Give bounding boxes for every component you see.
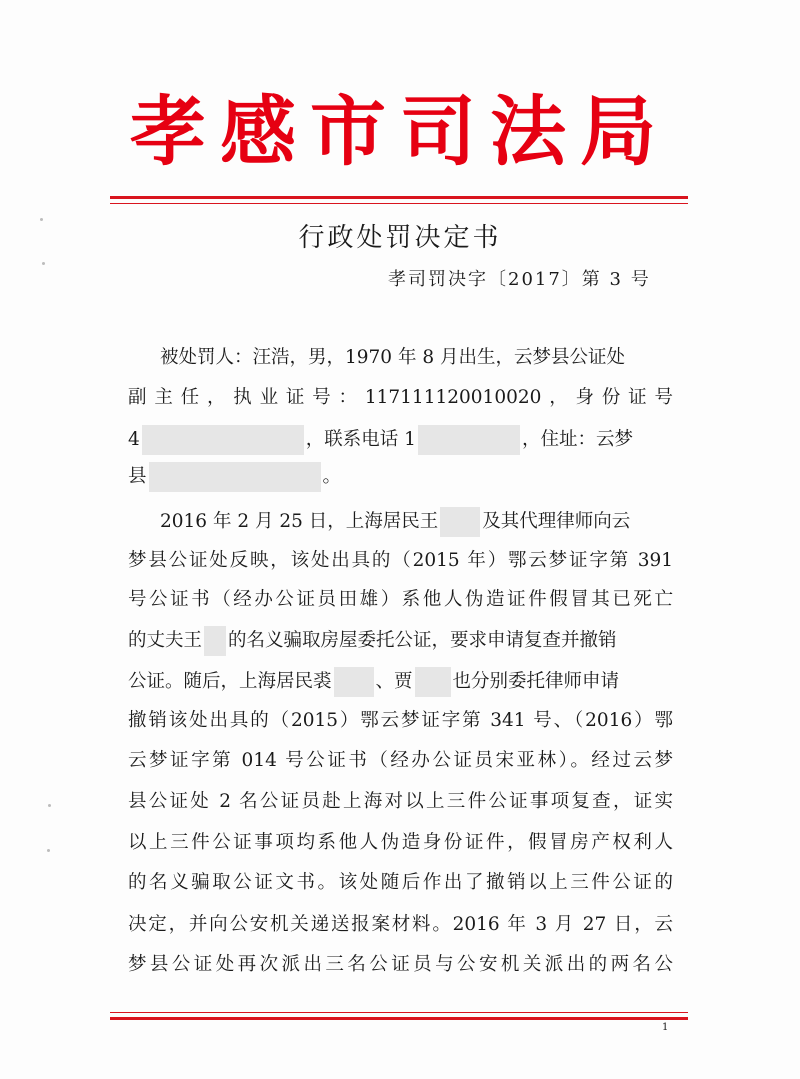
p2-line-5 [128, 667, 673, 697]
county-label: 县 [128, 466, 147, 487]
p2-line-8: 县公证处 2 名公证员赴上海对以上三件公证事项复查，证实 [128, 791, 673, 812]
p2-line-11: 决定，并向公安机关递送报案材料。2016 年 3 月 27 日，云 [128, 914, 673, 935]
redacted-address [149, 462, 321, 492]
document-title: 行政处罚决定书 [298, 223, 502, 253]
p2-line-6: 撤销该处出具的（2015）鄂云梦证字第 341 号、（2016）鄂 [128, 710, 673, 731]
p1-line-3 [128, 425, 673, 455]
p2-line-1 [160, 507, 673, 537]
text: 的名义骗取房屋委托公证，要求申请复查并撤销 [228, 630, 617, 651]
text: 2016 年 2 月 25 日，上海居民王 [160, 511, 439, 532]
redacted-name [334, 667, 374, 697]
p1-line-4 [128, 462, 673, 492]
scan-speck [42, 262, 45, 265]
scan-speck [48, 804, 51, 807]
p2-line-7: 云梦证字第 014 号公证书（经办公证员宋亚林）。经过云梦 [128, 750, 673, 771]
p2-line-4 [128, 626, 673, 656]
header-rule-thin [110, 203, 688, 204]
footer-rule-thick [110, 1017, 688, 1020]
text: 被处罚人：汪浩，男，1970 年 8 月出生，云梦县公证处 [160, 347, 625, 368]
redacted-name [415, 667, 451, 697]
text: 也分别委托律师申请 [452, 671, 620, 692]
text: 、贾 [375, 671, 413, 692]
header-rule-thick [110, 196, 688, 199]
text: 及其代理律师向云 [482, 511, 631, 532]
redacted-name [204, 626, 226, 656]
address-label: ，住址：云梦 [521, 429, 633, 450]
p2-line-9: 以上三件公证事项均系他人伪造身份证件，假冒房产权利人 [128, 832, 673, 853]
id-prefix: 4 [128, 429, 140, 450]
document-number: 孝司罚决字〔2017〕第 3 号 [388, 269, 651, 290]
p2-line-12: 梦县公证处再次派出三名公证员与公安机关派出的两名公 [128, 954, 673, 975]
p2-line-3: 号公证书（经办公证员田雄）系他人伪造证件假冒其已死亡 [128, 589, 673, 610]
phone-label: ，联系电话 1 [305, 429, 416, 450]
redacted-phone-number [418, 425, 520, 455]
text: 的丈夫王 [128, 630, 203, 651]
agency-header: 孝感市司法局 [130, 87, 670, 176]
p1-line-2: 副主任，执业证号：117111120010020，身份证号 [128, 387, 673, 408]
period: 。 [322, 466, 342, 487]
page-number: 1 [662, 1022, 669, 1033]
footer-rule-thin [110, 1012, 688, 1013]
p1-line-1 [160, 345, 673, 375]
text: 公证。随后，上海居民裘 [128, 671, 332, 692]
scan-speck [40, 218, 43, 221]
redacted-id-number [142, 425, 304, 455]
p2-line-2: 梦县公证处反映，该处出具的（2015 年）鄂云梦证字第 391 [128, 550, 673, 571]
redacted-name [440, 507, 480, 537]
scan-speck [47, 849, 50, 852]
p2-line-10: 的名义骗取公证文书。该处随后作出了撤销以上三件公证的 [128, 872, 673, 893]
